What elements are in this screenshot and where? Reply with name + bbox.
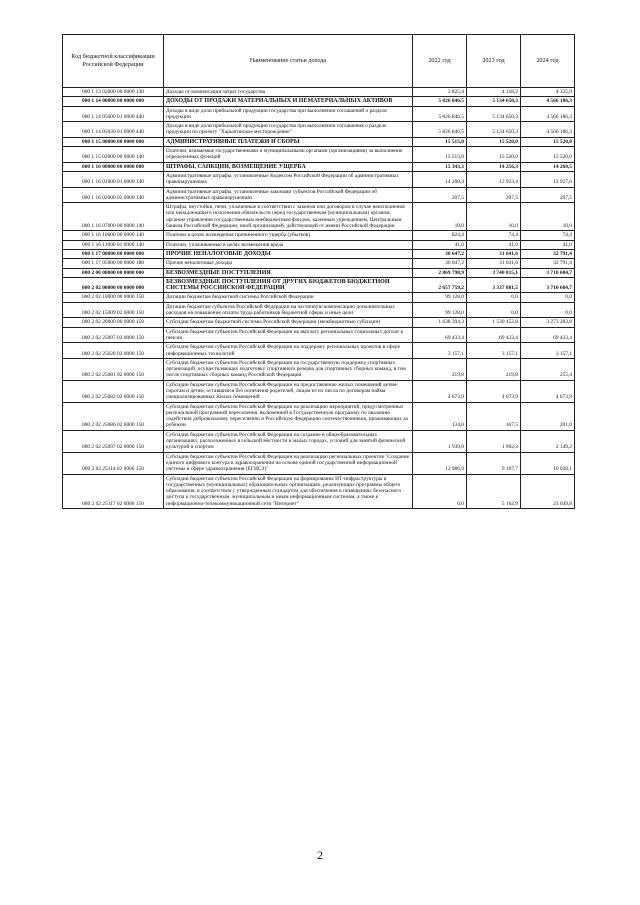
row-value-2023: 0,0 — [467, 293, 521, 302]
row-value-2022: 99 128,0 — [413, 302, 467, 318]
row-value-2023: 5 162,9 — [467, 474, 521, 508]
row-name: Субсидии бюджетам субъектов Российской Федерации на предоставление жилых помещений детям-сиротам и детям, оставшимся без попечения родителей, лицам из их числа по договорам найма специализированных жилых помещений — [164, 380, 413, 402]
row-value-2024: 3 273 283,8 — [521, 318, 575, 327]
row-value-2022: 1 638 394,3 — [413, 318, 467, 327]
row-code: 000 2 02 25114 02 0000 150 — [63, 452, 164, 474]
row-value-2022: 12 986,9 — [413, 452, 467, 474]
row-code: 000 2 02 10000 00 0000 150 — [63, 293, 164, 302]
row-code: 000 1 17 05000 00 0000 180 — [63, 259, 164, 268]
row-value-2022: 5 826 846,5 — [413, 106, 467, 122]
row-value-2024: 10,0 — [521, 203, 575, 231]
row-value-2024: 13 927,6 — [521, 171, 575, 187]
table-row — [63, 137, 575, 146]
row-value-2022: 41,0 — [413, 240, 467, 249]
table-row — [63, 97, 575, 106]
row-value-2023: 31 641,6 — [467, 259, 521, 268]
row-name: БЕЗВОЗМЕЗДНЫЕ ПОСТУПЛЕНИЯ — [164, 268, 413, 277]
row-code: 000 1 14 00000 00 0000 000 — [63, 97, 164, 106]
row-code: 000 1 16 01000 01 0000 140 — [63, 171, 164, 187]
row-value-2023: 3 740 815,1 — [467, 268, 521, 277]
row-value-2023: 74,4 — [467, 231, 521, 240]
table-row — [63, 88, 575, 97]
row-name: Платежи, уплачиваемые в целях возмещения вреда — [164, 240, 413, 249]
header-name: Наименование статьи дохода — [164, 35, 413, 88]
row-value-2022: 2 657 759,2 — [413, 277, 467, 293]
row-value-2022: 5 826 846,5 — [413, 97, 467, 106]
row-value-2023: 1 902,3 — [467, 430, 521, 452]
row-value-2023: 167,5 — [467, 402, 521, 430]
row-name: Административные штрафы, установленные Кодексом Российской Федерации об административных правонарушениях — [164, 171, 413, 187]
table-row — [63, 343, 575, 359]
row-code: 000 2 02 25028 02 0000 150 — [63, 343, 164, 359]
row-value-2022: 207,5 — [413, 187, 467, 203]
row-value-2024: 15 520,0 — [521, 137, 575, 146]
table-row — [63, 358, 575, 380]
row-value-2022: 10,0 — [413, 203, 467, 231]
row-value-2024: 201,0 — [521, 402, 575, 430]
row-value-2023: 5 134 650,3 — [467, 122, 521, 138]
row-value-2024: 4 325,9 — [521, 88, 575, 97]
row-value-2023: 15 520,0 — [467, 137, 521, 146]
row-code: 000 1 17 00000 00 0000 000 — [63, 249, 164, 258]
row-name: Штрафы, неустойки, пени, уплаченные в соответствии с законом или договором в случае неисполнения или ненадлежащего исполнения обязательств перед государственным (муниципальным) органом, органом управления государственным внебюджетным фондом, казенным учреждением, Центральным банком Российской Федерации, иной организацией, действующей от имени Российской Федерации — [164, 203, 413, 231]
row-value-2024: 2 149,2 — [521, 430, 575, 452]
row-code: 000 2 02 00000 00 0000 000 — [63, 277, 164, 293]
row-value-2024: 15 520,0 — [521, 147, 575, 163]
table-row — [63, 203, 575, 231]
page-number: 2 — [317, 848, 323, 862]
row-value-2022: 0,0 — [413, 474, 467, 508]
row-name: Субсидии бюджетам субъектов Российской Федерации на формирование ИТ-инфраструктуры в государственных (муниципальных) образовательных организациях, реализующих программы общего образования, в соответствии с утвержденным стандартом для обеспечения в помещениях безопасного доступа к государственным, муниципальным и иным информационным системам, а также к информационно-телекоммуникационной сети "Интернет" — [164, 474, 413, 508]
table-row — [63, 231, 575, 240]
row-value-2022: 3 157,1 — [413, 343, 467, 359]
row-name: Дотации бюджетам бюджетной системы Российской Федерации — [164, 293, 413, 302]
table-row — [63, 380, 575, 402]
row-name: Субсидии бюджетам субъектов Российской Федерации на реализацию региональных проектов "Создание единого цифрового контура в здравоохранении на основе единой государственной информационной системы в сфере здравоохранения (ЕГИСЗ)" — [164, 452, 413, 474]
table-row — [63, 122, 575, 138]
row-name: Платежи в целях возмещения причиненного ущерба (убытков) — [164, 231, 413, 240]
row-code: 000 1 16 11000 01 0000 140 — [63, 240, 164, 249]
row-value-2024: 4 673,9 — [521, 380, 575, 402]
header-2024: 2024 год — [521, 35, 575, 88]
row-code: 000 2 02 25117 02 0000 150 — [63, 474, 164, 508]
row-value-2024: 74,4 — [521, 231, 575, 240]
row-code: 000 2 00 00000 00 0000 000 — [63, 268, 164, 277]
row-value-2024: 32 791,4 — [521, 259, 575, 268]
row-value-2024: 4 566 186,3 — [521, 122, 575, 138]
row-value-2022: 30 647,2 — [413, 259, 467, 268]
row-value-2023: 219,8 — [467, 358, 521, 380]
row-value-2023: 9 107,7 — [467, 452, 521, 474]
table-row — [63, 318, 575, 327]
table-row — [63, 268, 575, 277]
table-row — [63, 240, 575, 249]
row-code: 000 1 15 02000 00 0000 140 — [63, 147, 164, 163]
row-value-2022: 3 825,4 — [413, 88, 467, 97]
row-value-2023: 13 923,4 — [467, 171, 521, 187]
row-value-2023: 5 134 650,3 — [467, 106, 521, 122]
row-value-2022: 5 826 846,5 — [413, 122, 467, 138]
row-code: 000 1 16 02000 02 0000 140 — [63, 187, 164, 203]
row-name: Субсидии бюджетам субъектов Российской Федерации на государственную поддержку спортивных организаций, осуществляющих подготовку спортивного резерва для спортивных сборных команд, в том числе спортивных сборных команд Российской Федерации — [164, 358, 413, 380]
row-value-2024: 69 433,4 — [521, 327, 575, 343]
row-value-2023: 69 433,4 — [467, 327, 521, 343]
row-value-2022: 824,4 — [413, 231, 467, 240]
table-row — [63, 106, 575, 122]
table-row — [63, 302, 575, 318]
row-value-2024: 14 260,5 — [521, 162, 575, 171]
table-row — [63, 327, 575, 343]
row-name: Платежи, взимаемые государственными и муниципальными органами (организациями) за выполнение определенных функций — [164, 147, 413, 163]
header-code: Код бюджетной классификации Российской Федерации — [63, 35, 164, 88]
row-value-2022: 134,0 — [413, 402, 467, 430]
table-row — [63, 147, 575, 163]
row-name: Административные штрафы, установленные законами субъектов Российской Федерации об административных правонарушениях — [164, 187, 413, 203]
row-value-2022: 69 433,4 — [413, 327, 467, 343]
header-2022: 2022 год — [413, 35, 467, 88]
row-value-2022: 2 869 798,9 — [413, 268, 467, 277]
row-value-2023: 10,0 — [467, 203, 521, 231]
row-value-2023: 1 530 452,8 — [467, 318, 521, 327]
row-value-2024: 41,0 — [521, 240, 575, 249]
row-name: Доходы в виде доли прибыльной продукции государства при выполнении соглашений о разделе продукции — [164, 106, 413, 122]
table-row — [63, 474, 575, 508]
table-row — [63, 277, 575, 293]
row-value-2024: 23 049,8 — [521, 474, 575, 508]
row-value-2023: 207,5 — [467, 187, 521, 203]
row-code: 000 1 16 00000 00 0000 000 — [63, 162, 164, 171]
row-value-2023: 15 520,0 — [467, 147, 521, 163]
row-code: 000 2 02 15009 02 0000 150 — [63, 302, 164, 318]
row-code: 000 2 02 25097 02 0000 150 — [63, 327, 164, 343]
row-value-2024: 3 710 604,7 — [521, 277, 575, 293]
row-name: Субсидии бюджетам субъектов Российской Федерации на выплату региональных социальных доплат к пенсии — [164, 327, 413, 343]
table-row — [63, 293, 575, 302]
row-value-2022: 219,8 — [413, 358, 467, 380]
row-value-2024: 10 028,1 — [521, 452, 575, 474]
table-row — [63, 430, 575, 452]
row-value-2024: 3 710 604,7 — [521, 268, 575, 277]
row-value-2022: 30 647,2 — [413, 249, 467, 258]
row-value-2024: 0,0 — [521, 302, 575, 318]
row-code: 000 1 14 05000 01 0000 440 — [63, 106, 164, 122]
row-name: ДОХОДЫ ОТ ПРОДАЖИ МАТЕРИАЛЬНЫХ И НЕМАТЕРИАЛЬНЫХ АКТИВОВ — [164, 97, 413, 106]
row-value-2024: 3 157,1 — [521, 343, 575, 359]
row-value-2024: 32 791,4 — [521, 249, 575, 258]
row-name: ШТРАФЫ, САНКЦИИ, ВОЗМЕЩЕНИЕ УЩЕРБА — [164, 162, 413, 171]
row-code: 000 2 02 20000 00 0000 150 — [63, 318, 164, 327]
table-row — [63, 402, 575, 430]
row-name: Субсидии бюджетам субъектов Российской Федерации на поддержку региональных проектов в сфере информационных технологий — [164, 343, 413, 359]
row-code: 000 2 02 25086 02 0000 150 — [63, 402, 164, 430]
row-value-2023: 3 157,1 — [467, 343, 521, 359]
row-name: Доходы от компенсации затрат государства — [164, 88, 413, 97]
row-value-2023: 0,0 — [467, 302, 521, 318]
row-value-2022: 14 260,4 — [413, 171, 467, 187]
table-row — [63, 187, 575, 203]
row-code: 000 1 13 02000 00 0000 130 — [63, 88, 164, 97]
row-code: 000 1 14 05030 01 0000 440 — [63, 122, 164, 138]
row-code: 000 1 16 07000 00 0000 140 — [63, 203, 164, 231]
row-name: БЕЗВОЗМЕЗДНЫЕ ПОСТУПЛЕНИЯ ОТ ДРУГИХ БЮДЖЕТОВ БЮДЖЕТНОЙ СИСТЕМЫ РОССИЙСКОЙ ФЕДЕРАЦИИ — [164, 277, 413, 293]
row-code: 000 1 16 10000 00 0000 140 — [63, 231, 164, 240]
row-value-2024: 0,0 — [521, 293, 575, 302]
row-value-2023: 3 337 881,5 — [467, 277, 521, 293]
row-name: Субсидии бюджетам субъектов Российской Федерации на реализацию мероприятий, предусмотренных региональной программой переселения, включенной в Государственную программу по оказанию содействия добровольному переселению в Российскую Федерацию соотечественников, проживающих за рубежом — [164, 402, 413, 430]
row-value-2022: 99 128,0 — [413, 293, 467, 302]
row-value-2023: 31 641,6 — [467, 249, 521, 258]
row-value-2022: 15 515,0 — [413, 147, 467, 163]
row-name: Субсидии бюджетам бюджетной системы Российской Федерации (межбюджетные субсидии) — [164, 318, 413, 327]
row-code: 000 2 02 25097 02 0000 150 — [63, 430, 164, 452]
row-name: АДМИНИСТРАТИВНЫЕ ПЛАТЕЖИ И СБОРЫ — [164, 137, 413, 146]
row-name: Прочие неналоговые доходы — [164, 259, 413, 268]
row-value-2024: 4 566 186,3 — [521, 97, 575, 106]
table-row — [63, 162, 575, 171]
row-value-2023: 4 318,2 — [467, 88, 521, 97]
row-code: 000 2 02 25082 02 0000 150 — [63, 380, 164, 402]
row-name: ПРОЧИЕ НЕНАЛОГОВЫЕ ДОХОДЫ — [164, 249, 413, 258]
table-row — [63, 452, 575, 474]
row-value-2022: 15 343,3 — [413, 162, 467, 171]
table-header-row — [63, 35, 575, 88]
table-row — [63, 249, 575, 258]
row-value-2024: 4 566 186,3 — [521, 106, 575, 122]
header-2023: 2023 год — [467, 35, 521, 88]
row-value-2024: 207,5 — [521, 187, 575, 203]
row-name: Субсидии бюджетам субъектов Российской Федерации на создание в общеобразовательных организациях, расположенных в сельской местности и малых городах, условий для занятий физической культурой и спортом — [164, 430, 413, 452]
revenue-table — [62, 34, 575, 509]
row-value-2023: 4 673,9 — [467, 380, 521, 402]
table-row — [63, 259, 575, 268]
row-value-2023: 14 256,3 — [467, 162, 521, 171]
row-value-2022: 15 515,0 — [413, 137, 467, 146]
row-code: 000 2 02 25081 02 0000 150 — [63, 358, 164, 380]
row-value-2023: 5 134 650,3 — [467, 97, 521, 106]
row-name: Дотации бюджетам субъектов Российской Федерации на частичную компенсацию дополнительных расходов на повышение оплаты труда работников бюджетной сферы и иные цели — [164, 302, 413, 318]
row-value-2024: 255,4 — [521, 358, 575, 380]
table-row — [63, 171, 575, 187]
row-name: Доходы в виде доли прибыльной продукции государства при выполнении соглашения о разделе продукции по проекту "Харьягинское месторождение" — [164, 122, 413, 138]
row-code: 000 1 15 00000 00 0000 000 — [63, 137, 164, 146]
row-value-2022: 1 939,0 — [413, 430, 467, 452]
row-value-2023: 41,0 — [467, 240, 521, 249]
row-value-2022: 4 673,9 — [413, 380, 467, 402]
